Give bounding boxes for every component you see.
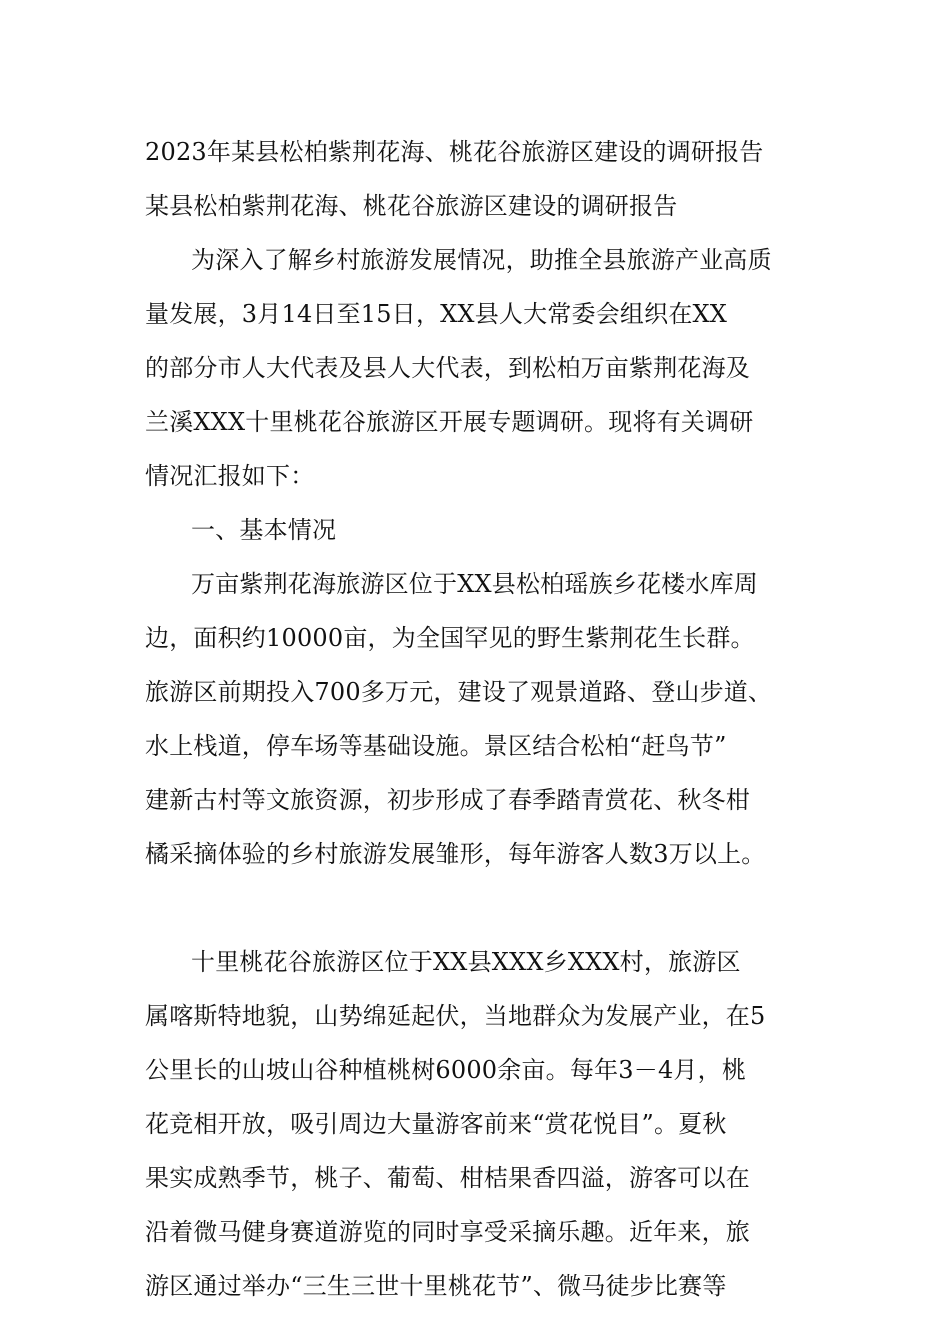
document-body — [145, 125, 805, 1313]
paragraph-line: 橘采摘体验的乡村旅游发展雏形，每年游客人数3万以上。 — [145, 840, 766, 868]
paragraph-line: 公里长的山坡山谷种植桃树6000余亩。每年3－4月，桃 — [145, 1056, 747, 1084]
paragraph-line: 旅游区前期投入700多万元，建设了观景道路、登山步道、 — [145, 678, 773, 706]
paragraph-line: 果实成熟季节，桃子、葡萄、柑桔果香四溢，游客可以在 — [145, 1164, 750, 1192]
intro-paragraph — [145, 233, 805, 503]
paragraph-line: 边，面积约10000亩，为全国罕见的野生紫荆花生长群。 — [145, 624, 755, 652]
paragraph-line: 花竞相开放，吸引周边大量游客前来“赏花悦目”。夏秋 — [145, 1110, 727, 1138]
paragraph-line: 建新古村等文旅资源，初步形成了春季踏青赏花、秋冬柑 — [145, 786, 750, 814]
paragraph-line: 量发展，3月14日至15日，XX县人大常委会组织在XX — [145, 300, 728, 328]
paragraph-line: 的部分市人大代表及县人大代表，到松柏万亩紫荆花海及 — [145, 354, 750, 382]
paragraph-line: 十里桃花谷旅游区位于XX县XXX乡XXX村，旅游区 — [191, 948, 741, 976]
taohua-paragraph — [145, 935, 805, 1313]
section-heading — [145, 503, 805, 557]
section-heading-text: 一、基本情况 — [191, 516, 337, 544]
paragraph-line: 为深入了解乡村旅游发展情况，助推全县旅游产业高质 — [191, 246, 772, 274]
paragraph-line: 万亩紫荆花海旅游区位于XX县松柏瑶族乡花楼水库周 — [191, 570, 758, 598]
paragraph-line: 游区通过举办“三生三世十里桃花节”、微马徒步比赛等 — [145, 1272, 727, 1300]
document-title: 2023年某县松柏紫荆花海、桃花谷旅游区建设的调研报告 — [145, 138, 764, 166]
paragraph-line: 沿着微马健身赛道游览的同时享受采摘乐趣。近年来，旅 — [145, 1218, 750, 1246]
paragraph-line: 水上栈道，停车场等基础设施。景区结合松柏“赶鸟节” — [145, 732, 727, 760]
paragraph-line: 兰溪XXX十里桃花谷旅游区开展专题调研。现将有关调研 — [145, 408, 754, 436]
zijing-paragraph — [145, 557, 805, 881]
paragraph-line: 情况汇报如下： — [145, 462, 315, 490]
paragraph-line: 属喀斯特地貌，山势绵延起伏，当地群众为发展产业，在5 — [145, 1002, 766, 1030]
document-subtitle: 某县松柏紫荆花海、桃花谷旅游区建设的调研报告 — [145, 192, 678, 220]
paragraph-gap — [145, 881, 805, 935]
